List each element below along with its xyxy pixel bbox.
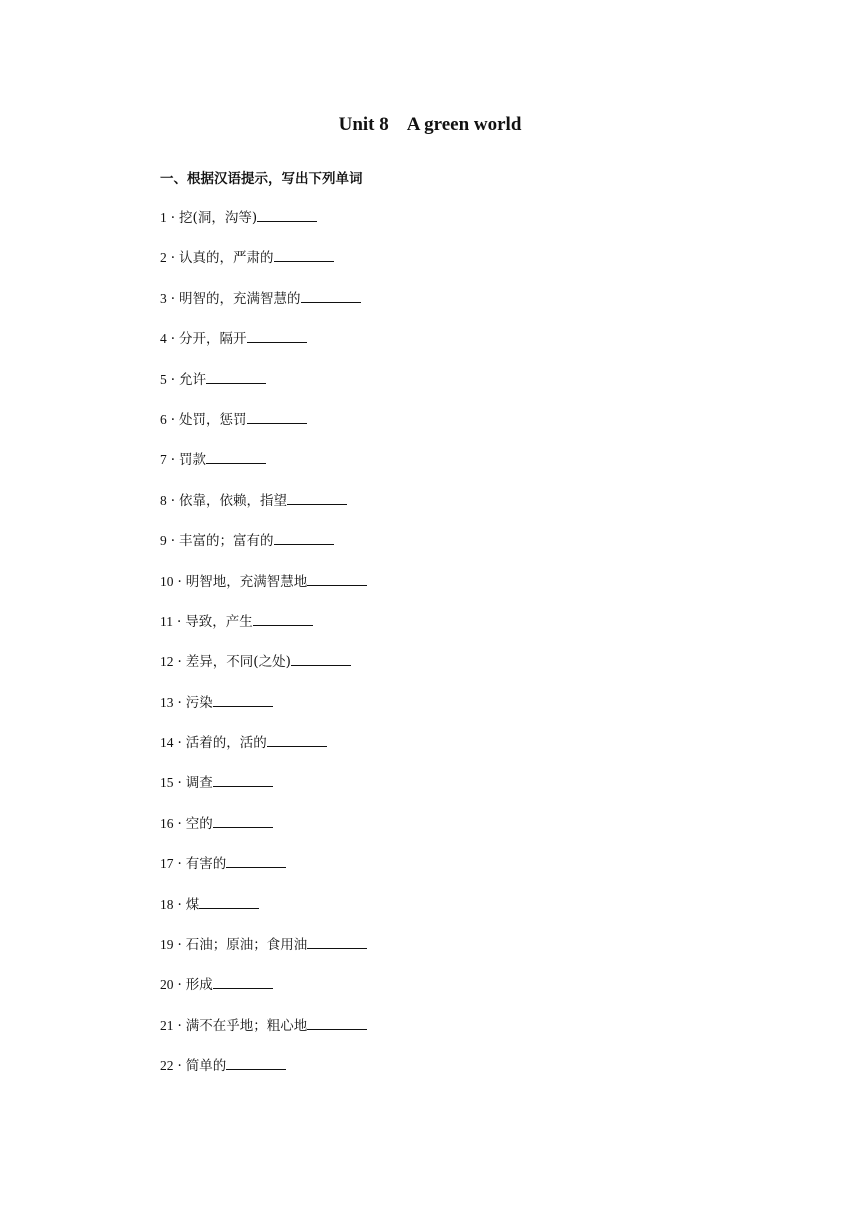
item-number: 3 [160,290,167,306]
item-prompt: 挖(洞，沟等) [179,210,258,226]
item-separator: · [170,452,176,469]
item-prompt: 允许 [179,371,207,388]
list-item [160,854,367,894]
answer-blank[interactable] [213,975,273,989]
item-prompt: 有害的 [185,856,227,873]
list-item [160,1056,367,1096]
item-prompt: 处罚，惩罚 [179,411,247,428]
item-number: 14 [160,735,174,751]
answer-blank[interactable] [274,248,334,262]
item-number: 1 [160,210,167,225]
answer-blank[interactable] [291,652,351,666]
list-item [160,693,367,733]
item-prompt: 明智地，充满智慧地 [185,573,308,590]
item-number: 18 [160,896,174,912]
answer-blank[interactable] [226,854,286,868]
item-separator: · [177,937,182,954]
list-item [160,289,367,329]
item-separator: · [177,654,182,671]
item-separator: · [177,977,182,994]
item-number: 5 [160,371,167,387]
item-prompt: 空的 [185,815,213,832]
item-prompt: 石油；原油；食用油 [185,937,308,954]
list-item [160,814,367,854]
answer-blank[interactable] [267,733,327,747]
page-title: Unit 8 A green world [338,114,522,135]
item-number: 20 [160,977,174,993]
list-item [160,975,367,1015]
item-number: 4 [160,331,167,347]
answer-blank[interactable] [213,814,273,828]
item-separator: · [170,250,176,267]
item-prompt: 导致，产生 [185,613,253,630]
item-prompt: 依靠，依赖，指望 [179,492,288,509]
item-number: 11 [160,613,173,629]
item-prompt: 明智的，充满智慧的 [179,290,301,307]
item-number: 8 [160,492,167,508]
item-separator: · [177,856,182,873]
list-item [160,733,367,773]
item-prompt: 简单的 [185,1058,227,1075]
item-separator: · [177,775,182,792]
list-item [160,329,367,369]
item-separator: · [170,411,176,428]
answer-blank[interactable] [213,693,273,707]
list-item [160,1016,367,1056]
list-item [160,248,367,288]
answer-blank[interactable] [226,1056,286,1070]
item-prompt: 调查 [185,775,213,792]
item-separator: · [170,533,176,550]
item-number: 10 [160,573,174,589]
item-prompt: 污染 [185,694,213,711]
answer-blank[interactable] [307,1016,367,1030]
item-separator: · [177,1058,182,1075]
item-prompt: 煤 [185,896,200,913]
item-prompt: 罚款 [179,452,207,469]
item-prompt: 认真的，严肃的 [179,250,274,267]
list-item [160,450,367,490]
item-prompt: 活着的，活的 [185,735,267,752]
item-separator: · [177,815,182,832]
item-prompt: 分开，隔开 [179,331,247,348]
item-number: 19 [160,937,174,953]
item-separator: · [177,896,182,913]
list-item [160,572,367,612]
answer-blank[interactable] [287,491,347,505]
answer-blank[interactable] [301,289,361,303]
answer-blank[interactable] [257,208,317,222]
item-separator: · [170,371,176,388]
item-prompt: 丰富的；富有的 [179,533,274,550]
answer-blank[interactable] [274,531,334,545]
item-number: 21 [160,1017,174,1033]
answer-blank[interactable] [199,895,259,909]
item-number: 12 [160,654,174,670]
item-number: 15 [160,775,174,791]
answer-blank[interactable] [307,572,367,586]
list-item [160,773,367,813]
item-number: 22 [160,1058,174,1074]
item-number: 9 [160,533,167,549]
list-item [160,652,367,692]
item-separator: · [170,290,176,307]
item-separator: · [177,694,182,711]
list-item [160,410,367,450]
item-number: 6 [160,411,167,427]
item-separator: · [170,492,176,509]
item-prompt: 形成 [185,977,213,994]
answer-blank[interactable] [206,450,266,464]
item-number: 17 [160,856,174,872]
list-item [160,612,367,652]
item-prompt: 差异，不同(之处) [185,654,291,671]
answer-blank[interactable] [213,773,273,787]
item-separator: · [177,735,182,752]
answer-blank[interactable] [206,370,266,384]
answer-blank[interactable] [247,410,307,424]
answer-blank[interactable] [247,329,307,343]
list-item [160,935,367,975]
item-prompt: 满不在乎地；粗心地 [185,1017,308,1034]
item-separator: · [177,573,182,590]
item-separator: · [177,613,182,630]
item-number: 13 [160,694,174,710]
section-heading: 一、根据汉语提示，写出下列单词 [160,171,363,187]
answer-blank[interactable] [307,935,367,949]
item-separator: · [170,210,176,226]
list-item [160,895,367,935]
item-separator: · [170,331,176,348]
item-separator: · [177,1017,182,1034]
list-item [160,531,367,571]
item-number: 16 [160,815,174,831]
list-item [160,370,367,410]
item-number: 7 [160,452,167,468]
list-item [160,491,367,531]
vocabulary-list [160,208,367,1097]
list-item [160,208,367,248]
answer-blank[interactable] [253,612,313,626]
item-number: 2 [160,250,167,266]
